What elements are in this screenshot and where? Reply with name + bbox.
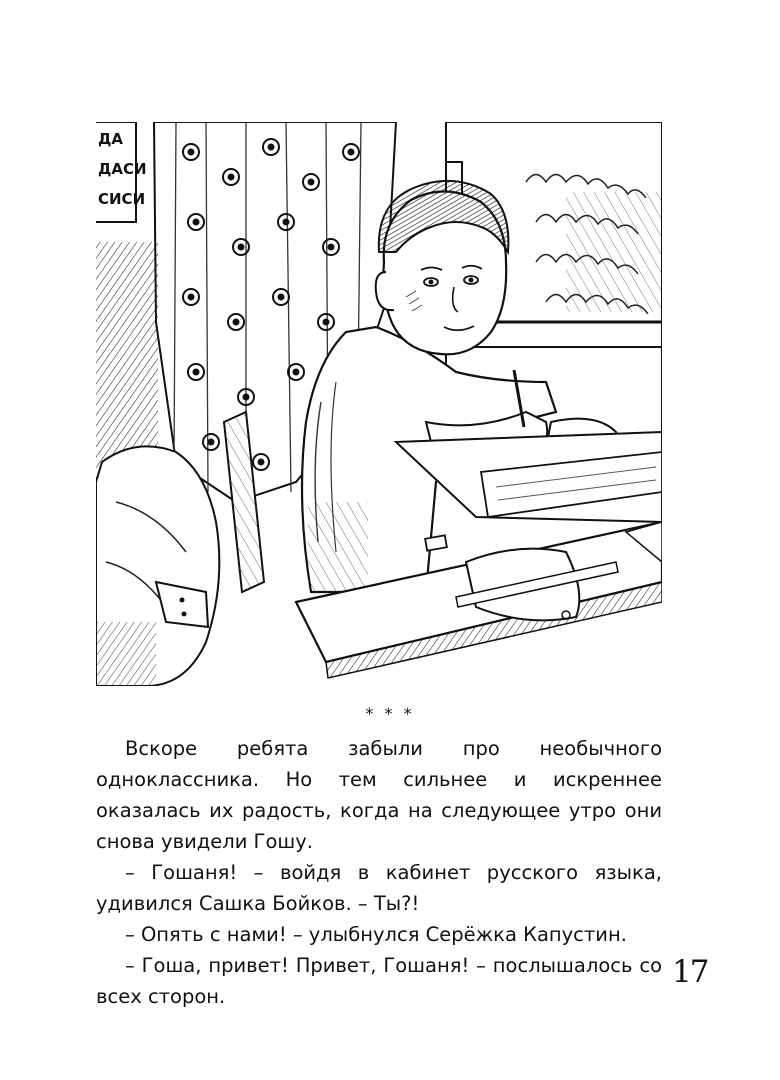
paragraph: – Гошаня! – войдя в кабинет русского языка, удивился Сашка Бойков. – Ты?! — [96, 861, 662, 915]
page-number: 17 — [672, 954, 708, 990]
poster-line-3: СИСИ — [98, 190, 146, 208]
section-separator: * * * — [365, 704, 415, 723]
illustration-drawing — [96, 122, 662, 686]
paragraph: Вскоре ребята забыли про необычного одноклассника. Но тем сильнее и искреннее оказалась их радость, когда на следующее утро они снова увидели Гошу. — [96, 737, 662, 853]
paragraph: – Опять с нами! – улыбнулся Серёжка Капустин. — [125, 923, 627, 946]
poster-line-2: ДАСИ — [98, 160, 147, 178]
body-text — [96, 733, 662, 1012]
paragraph: – Гоша, привет! Привет, Гошаня! – послышалось со всех сторон. — [96, 954, 662, 1008]
illustration-boy-at-desk — [96, 122, 662, 686]
poster-line-1: ДА — [98, 130, 123, 148]
jacket-on-chair — [96, 446, 219, 686]
